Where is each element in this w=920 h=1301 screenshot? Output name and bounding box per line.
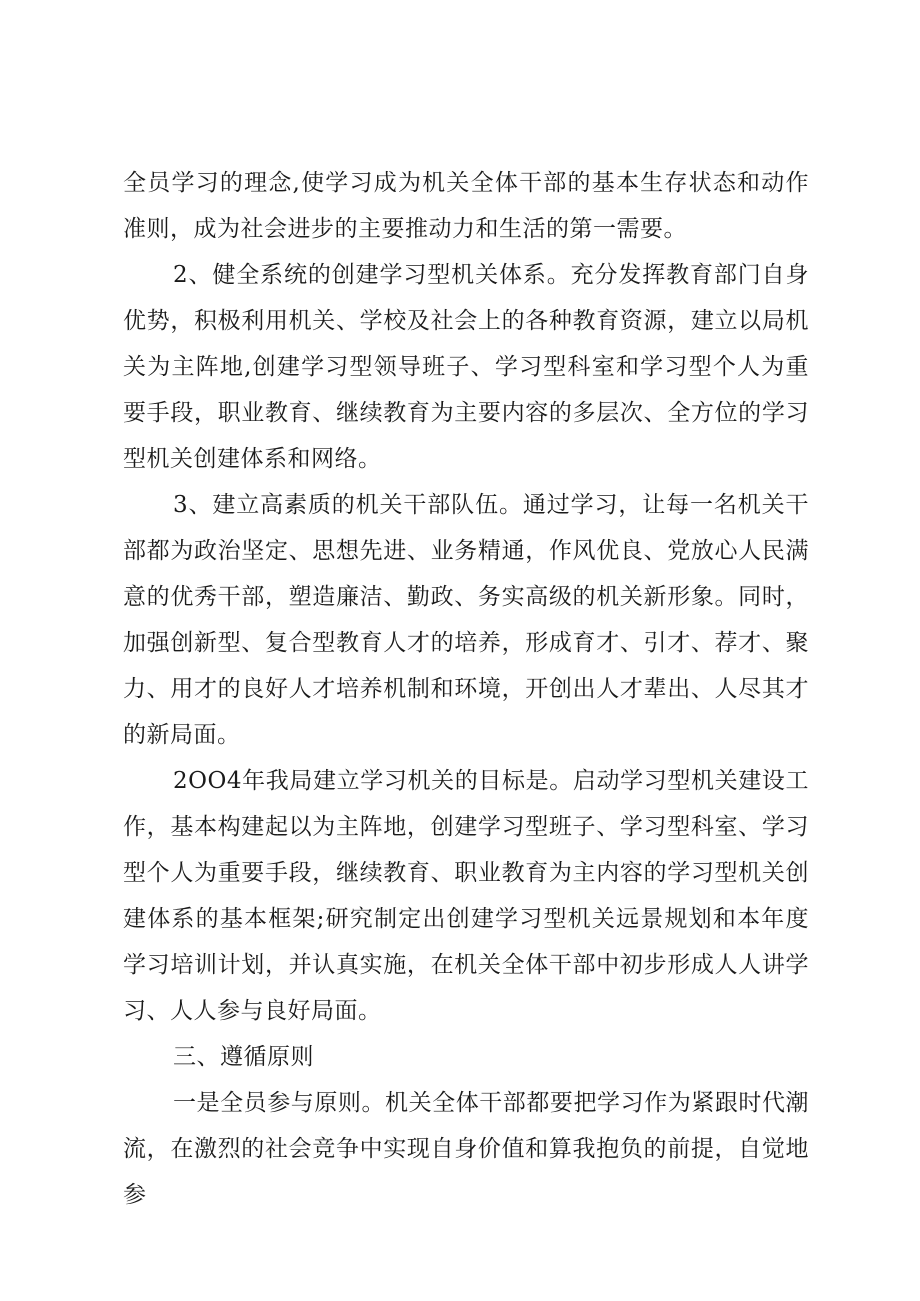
paragraph-point-2: 2、健全系统的创建学习型机关体系。充分发挥教育部门自身优势，积极利用机关、学校及社会上的各种教育资源，建立以局机关为主阵地,创建学习型领导班子、学习型科室和学习型个人为重要手段，职业教育、继续教育为主要内容的多层次、全方位的学习型机关创建体系和网络。 [123,262,809,472]
paragraph-principle-1: 一是全员参与原则。机关全体干部都要把学习作为紧跟时代潮流，在激烈的社会竞争中实现自身价值和算我抱负的前提，自觉地参 [123,1090,809,1208]
paragraph-point-3: 3、建立高素质的机关干部队伍。通过学习，让每一名机关干部都为政治坚定、思想先进、业务精通，作风优良、党放心人民满意的优秀干部，塑造廉洁、勤政、务实高级的机关新形象。同时，加强创新型、复合型教育人才的培养，形成育才、引才、荐才、聚力、用才的良好人才培养机制和环境，开创出人才辈出、人尽其才的新局面。 [123,492,809,748]
paragraph-intro-continuation: 全员学习的理念,使学习成为机关全体干部的基本生存状态和动作准则，成为社会进步的主要推动力和生活的第一需要。 [123,170,809,242]
section-heading: 三、遵循原则 [173,1044,314,1070]
paragraph-goal-2004: 2OO4年我局建立学习机关的目标是。启动学习型机关建设工作，基本构建起以为主阵地，创建学习型班子、学习型科室、学习型个人为重要手段，继续教育、职业教育为主内容的学习型机关创建体系的基本框架;研究制定出创建学习型机关远景规划和本年度学习培训计划，并认真实施，在机关全体干部中初步形成人人讲学习、人人参与良好局面。 [123,768,809,1024]
document-body [123,160,809,1218]
